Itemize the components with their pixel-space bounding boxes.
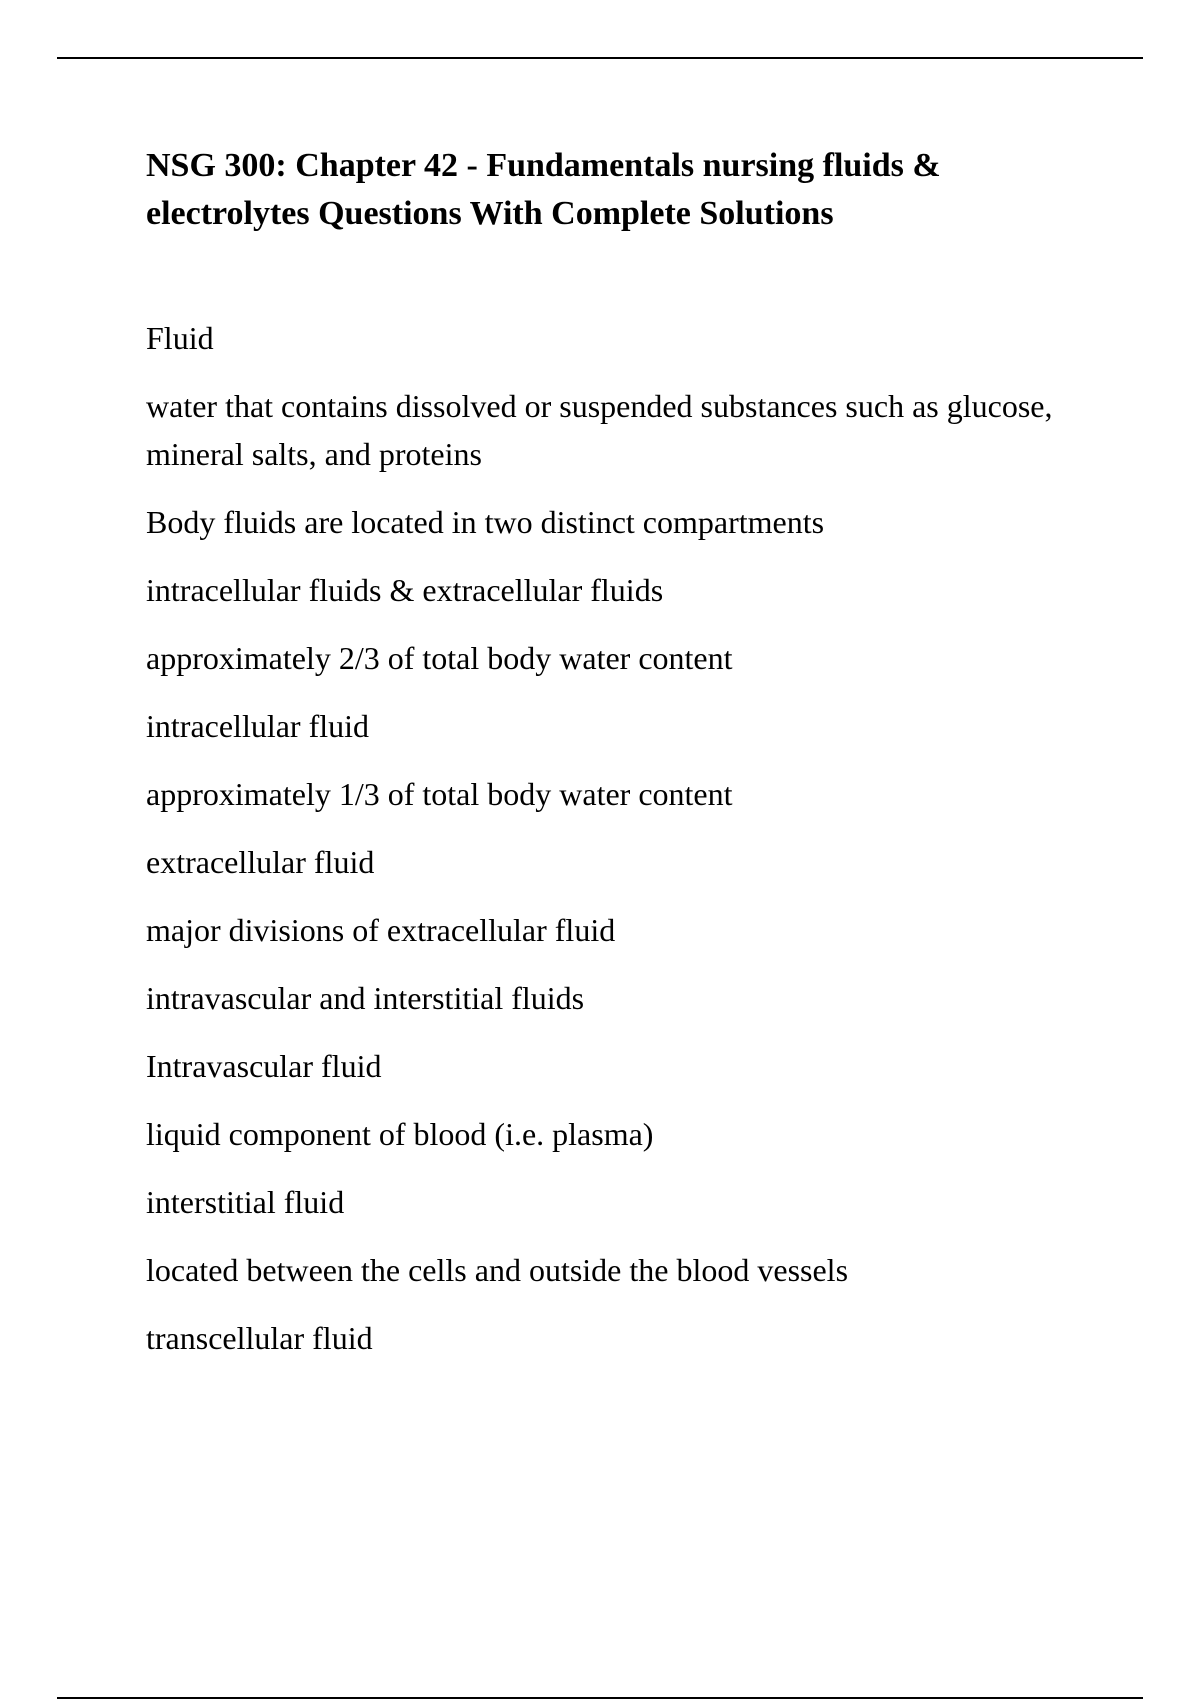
answer-line: intracellular fluid <box>146 708 370 744</box>
question-line: approximately 1/3 of total body water content <box>146 776 733 812</box>
question-line: Body fluids are located in two distinct compartments <box>146 504 825 540</box>
question-line: interstitial fluid <box>146 1184 345 1220</box>
question-line: Intravascular fluid <box>146 1048 382 1084</box>
question-line: transcellular fluid <box>146 1320 373 1356</box>
question-line: approximately 2/3 of total body water content <box>146 640 733 676</box>
bottom-rule <box>57 1697 1143 1699</box>
top-rule <box>57 57 1143 59</box>
document-body <box>146 142 1076 1382</box>
qa-list <box>146 314 1076 1362</box>
document-title: NSG 300: Chapter 42 - Fundamentals nursing fluids & electrolytes Questions With Complete Solutions <box>146 147 941 232</box>
answer-line: located between the cells and outside the blood vessels <box>146 1252 849 1288</box>
answer-line: intravascular and interstitial fluids <box>146 980 585 1016</box>
answer-line: intracellular fluids & extracellular fluids <box>146 572 664 608</box>
answer-line: water that contains dissolved or suspended substances such as glucose, mineral salts, and proteins <box>146 388 1053 472</box>
answer-line: extracellular fluid <box>146 844 375 880</box>
question-line: major divisions of extracellular fluid <box>146 912 616 948</box>
question-line: Fluid <box>146 320 214 356</box>
answer-line: liquid component of blood (i.e. plasma) <box>146 1116 654 1152</box>
